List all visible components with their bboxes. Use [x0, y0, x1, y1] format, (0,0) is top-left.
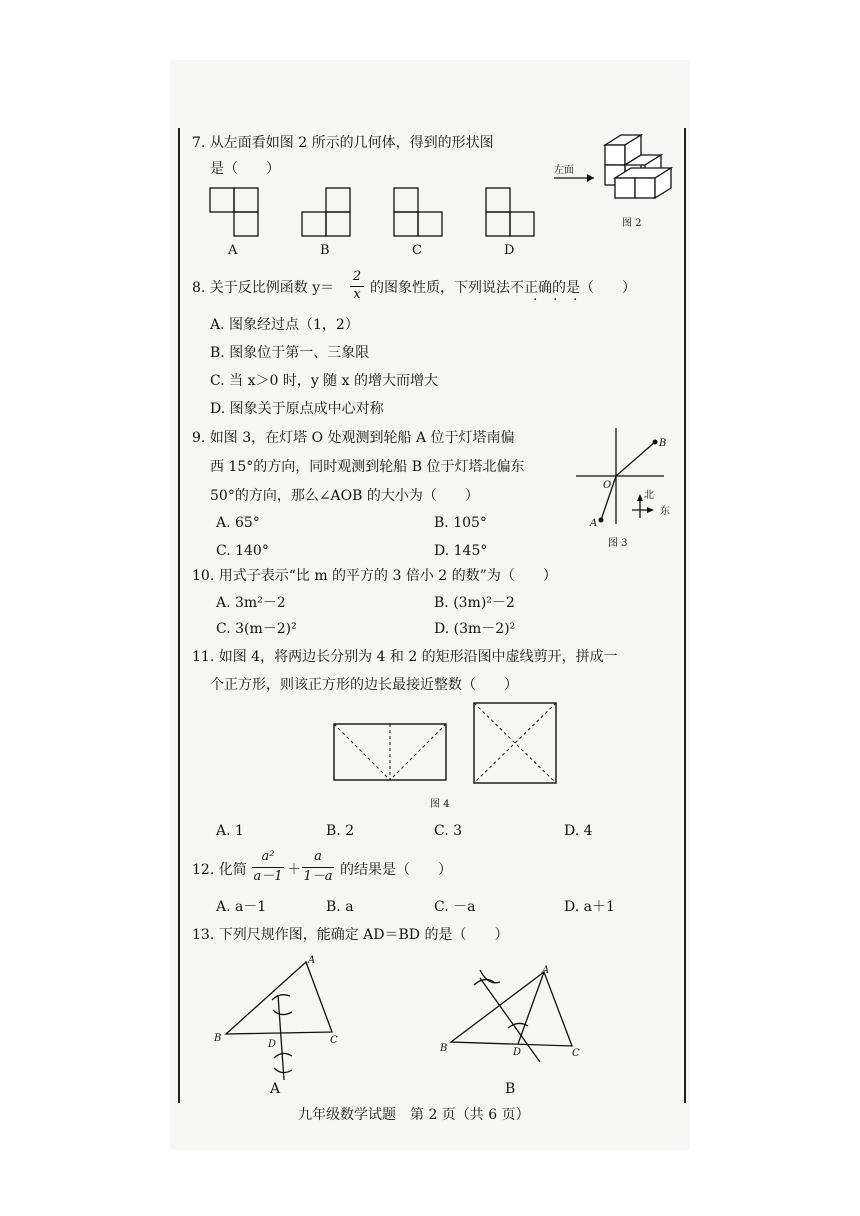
q10-option-d: D. (3m－2)²	[434, 621, 516, 637]
q7-option-d-label: D	[504, 243, 515, 258]
q10-option-b: B. (3m)²－2	[434, 595, 515, 611]
q9-stem-line2: 西 15°的方向，同时观测到轮船 B 位于灯塔北偏东	[210, 459, 525, 475]
q11-option-a: A. 1	[216, 823, 244, 839]
q8-emphasis-dot-1: ·	[533, 292, 538, 308]
q13-option-b-label: B	[505, 1081, 516, 1097]
q12-frac1-denominator: a－1	[253, 869, 283, 884]
q12-option-a: A. a－1	[216, 899, 267, 915]
q7-option-a-label: A	[228, 243, 238, 258]
q11-option-d: D. 4	[564, 823, 593, 839]
q8-emphasis-dot-2: ·	[553, 292, 558, 308]
fig3-label-north: 北	[644, 490, 654, 501]
fig3-label-o: O	[603, 480, 612, 491]
q13a-label-a: A	[308, 955, 316, 966]
fig2-arrow-label: 左面	[554, 165, 574, 176]
q13-stem: 13. 下列尺规作图，能确定 AD＝BD 的是（ ）	[192, 927, 509, 943]
q13-option-a-label: A	[270, 1081, 281, 1097]
q8-option-b: B. 图象位于第一、三象限	[210, 345, 370, 361]
q12-plus: ＋	[287, 862, 301, 878]
fig4-caption: 图 4	[430, 799, 450, 810]
q8-emphasis-dot-3: ·	[573, 292, 578, 308]
q8-stem-suffix: 的图象性质，下列说法不正确的是（ ）	[370, 280, 636, 296]
q13a-label-d: D	[268, 1039, 277, 1050]
q11-option-b: B. 2	[326, 823, 355, 839]
fig3-caption: 图 3	[608, 538, 628, 549]
q8-option-d: D. 图象关于原点成中心对称	[210, 401, 384, 417]
q7-stem-line1: 7. 从左面看如图 2 所示的几何体，得到的形状图	[192, 135, 494, 151]
fig3-label-a: A	[590, 518, 598, 529]
fig3-label-east: 东	[660, 506, 670, 517]
q8-option-a: A. 图象经过点（1，2）	[210, 317, 359, 333]
q13a-label-b: B	[214, 1033, 222, 1044]
q9-option-d: D. 145°	[434, 543, 488, 559]
q13b-label-d: D	[513, 1047, 522, 1058]
q12-stem-suffix: 的结果是（ ）	[340, 862, 452, 878]
q9-option-c: C. 140°	[216, 543, 269, 559]
q7-option-c-label: C	[412, 243, 422, 258]
q10-stem: 10. 用式子表示“比 m 的平方的 3 倍小 2 的数”为（ ）	[192, 568, 557, 584]
q9-stem-line1: 9. 如图 3，在灯塔 O 处观测到轮船 A 位于灯塔南偏	[192, 430, 515, 446]
q13b-label-c: C	[572, 1048, 580, 1059]
q9-option-b: B. 105°	[434, 515, 487, 531]
q12-option-c: C. －a	[434, 899, 476, 915]
q9-option-a: A. 65°	[216, 515, 260, 531]
q11-option-c: C. 3	[434, 823, 463, 839]
q7-stem-line2: 是（ ）	[210, 161, 280, 177]
q8-frac-denominator: x	[353, 287, 361, 302]
q13a-label-c: C	[330, 1035, 338, 1046]
q12-option-b: B. a	[326, 899, 354, 915]
q7-option-b-label: B	[320, 243, 330, 258]
fig2-caption: 图 2	[622, 218, 642, 229]
fig3-label-b: B	[659, 438, 667, 449]
q8-frac-numerator: 2	[352, 269, 362, 284]
q12-frac2-denominator: 1－a	[303, 869, 333, 884]
q13b-label-b: B	[440, 1043, 448, 1054]
q13b-label-a: A	[542, 965, 550, 976]
q10-option-c: C. 3(m－2)²	[216, 621, 297, 637]
q9-stem-line3: 50°的方向，那么∠AOB 的大小为（ ）	[210, 488, 479, 504]
q12-frac1-numerator: a²	[261, 849, 275, 864]
page-footer: 九年级数学试题 第 2 页（共 6 页）	[298, 1107, 530, 1123]
q12-stem-prefix: 12. 化简	[192, 862, 247, 878]
q10-option-a: A. 3m²－2	[216, 595, 286, 611]
q8-option-c: C. 当 x＞0 时，y 随 x 的增大而增大	[210, 373, 438, 389]
q12-option-d: D. a＋1	[564, 899, 615, 915]
q12-frac2-numerator: a	[314, 849, 322, 864]
q8-stem-prefix: 8. 关于反比例函数 y＝	[192, 280, 335, 296]
q11-stem-line2: 个正方形，则该正方形的边长最接近整数（ ）	[210, 677, 518, 693]
q11-stem-line1: 11. 如图 4，将两边长分别为 4 和 2 的矩形沿图中虚线剪开，拼成一	[192, 649, 618, 665]
